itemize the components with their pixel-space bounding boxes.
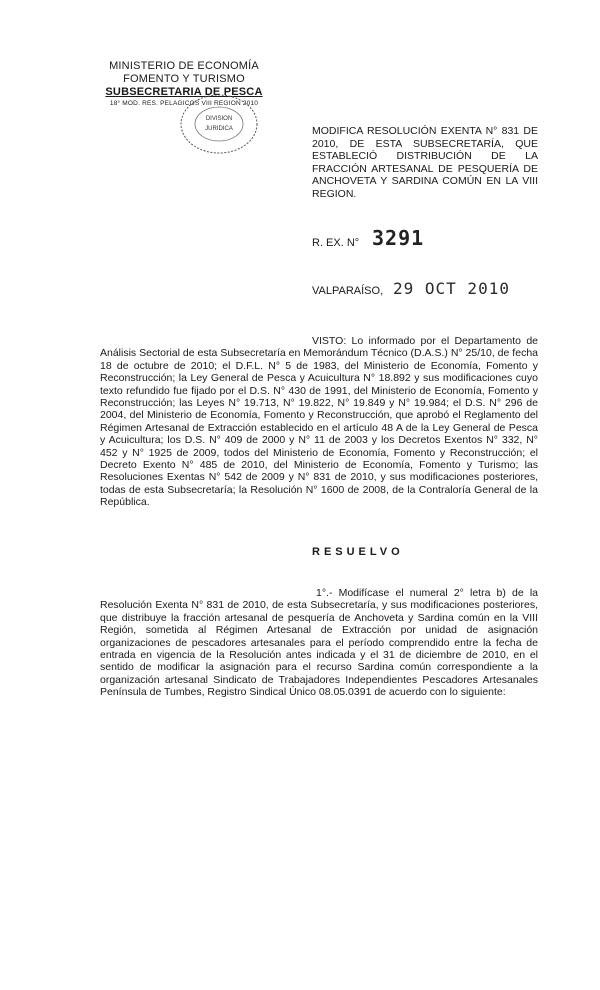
date-stamp: 29 OCT 2010 — [393, 279, 510, 298]
visto-paragraph: VISTO: Lo informado por el Departamento de Análisis Sectorial de esta Subsecretaría en Memorándum Técnico (D.A.S.) N° 25/10, de fecha 18 de octubre de 2010; el D.F.L. N° 5 de 1983, del Ministerio de Economía, Fomento y Reconstrucción; la Ley General de Pesca y Acuicultura N° 18.892 y sus modificaciones cuyo texto refundido fue fijado por el D.S. N° 430 de 1991, del Ministerio de Economía, Fomento y Reconstrucción; las Leyes N° 19.713, N° 19.822, N° 19.849 y N° 19.984; el D.S. N° 296 de 2004, del Ministerio de Economía, Fomento y Reconstrucción, que aprobó el Reglamento del Régimen Artesanal de Extracción establecido en el artículo 48 A de la Ley General de Pesca y Acuicultura; los D.S. N° 409 de 2000 y N° 11 de 2003 y los Decretos Exentos N° 332, N° 452 y N° 1925 de 2009, todos del Ministerio de Economía, Fomento y Reconstrucción; el Decreto Exento N° 485 de 2010, del Ministerio de Economía, Fomento y Turismo; las Resoluciones Exentas N° 542 de 2009 y N° 831 de 2010, y sus modificaciones posteriores, todas de esta Subsecretaría; la Resolución N° 1600 de 2008, de la Contraloría General de la República. — [100, 335, 538, 509]
stamp-text-top: DIVISION — [205, 116, 233, 122]
ministry-name: MINISTERIO DE ECONOMÍA — [109, 60, 259, 72]
resuelvo-heading: RESUELVO — [312, 546, 404, 558]
file-reference: 18° MOD. RES. PELAGICOS VIII REGION 2010 — [109, 100, 259, 107]
resolution-number: 3291 — [372, 226, 425, 250]
subsecretariat-name: SUBSECRETARIA DE PESCA — [105, 86, 263, 98]
stamp-text-bottom: JURIDICA — [205, 126, 233, 132]
ministry-subtitle: FOMENTO Y TURISMO — [123, 73, 245, 85]
juridical-division-stamp — [178, 92, 260, 156]
place-label: VALPARAÍSO, — [312, 285, 384, 297]
resolution-subject: MODIFICA RESOLUCIÓN EXENTA N° 831 DE 2010, DE ESTA SUBSECRETARÍA, QUE ESTABLECIÓ DISTRIBUCIÓN DE LA FRACCIÓN ARTESANAL DE PESQUERÍA DE ANCHOVETA Y SARDINA COMÚN EN LA VIII REGION. — [312, 125, 538, 200]
resolution-label: R. EX. N° — [312, 237, 360, 249]
article-1-paragraph: 1°.- Modifícase el numeral 2° letra b) de la Resolución Exenta N° 831 de 2010, de esta Subsecretaría, y sus modificaciones posteriores, que distribuye la fracción artesanal de pesquería de Anchoveta y Sardina común en la VIII Región, sometida al Régimen Artesanal de Extracción por unidad de asignación organizaciones de pescadores artesanales para el período comprendido entre la fecha de entrada en vigencia de la Resolución antes indicada y el 31 de diciembre de 2010, en el sentido de modificar la asignación para el recurso Sardina común correspondiente a la organización artesanal Sindicato de Trabajadores Independientes Pescadores Artesanales Península de Tumbes, Registro Sindical Único 08.05.0391 de acuerdo con lo siguiente: — [100, 587, 538, 699]
